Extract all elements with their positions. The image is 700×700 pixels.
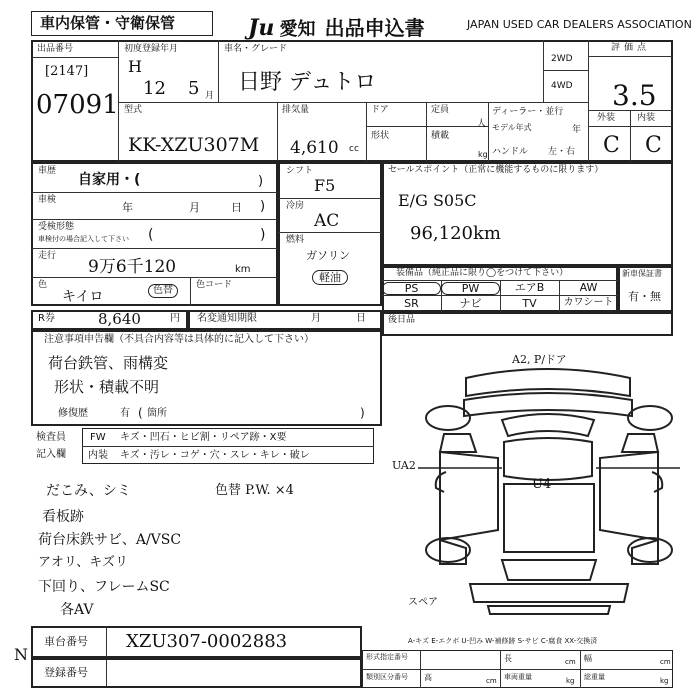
displacement-label: 排気量 bbox=[282, 105, 310, 115]
inspector-label-2: 記入欄 bbox=[36, 449, 66, 460]
diagram-top-note: A2, P/ドア bbox=[512, 353, 567, 366]
acceptance-note: 車検付の場合記入して下さい bbox=[38, 235, 129, 243]
notes-line1: 荷台鉄管、雨構変 bbox=[48, 354, 169, 372]
chassis-label: 車台番号 bbox=[44, 635, 88, 648]
damage-legend: A-キズ E-エクボ U-凹み W-補修跡 S-サビ C-腐食 XX-交換済 bbox=[408, 637, 598, 645]
color-value: キイロ bbox=[62, 289, 104, 305]
sales-point-line2: 96,120km bbox=[410, 223, 501, 244]
shift-value: F5 bbox=[314, 176, 336, 195]
acceptance-label: 受検形態 bbox=[38, 222, 75, 232]
meter-label: 名変通知期限 bbox=[197, 313, 257, 324]
equip-ps: PS bbox=[382, 282, 441, 295]
mileage-label: 走行 bbox=[38, 251, 57, 261]
history-close: ) bbox=[258, 174, 264, 189]
form-title: 出品申込書 bbox=[324, 16, 425, 40]
interior-grade-label: 内装 bbox=[637, 113, 656, 123]
color-code-label: 色コード bbox=[196, 280, 233, 290]
history-label: 車歴 bbox=[38, 166, 57, 176]
equip-airbag: エアB bbox=[514, 281, 545, 294]
recycle-unit: 円 bbox=[170, 313, 180, 324]
acceptance-close: ) bbox=[260, 227, 266, 243]
ju-logo-letters: Ju bbox=[248, 15, 275, 41]
equip-tv: TV bbox=[522, 297, 537, 310]
length-label: 長 bbox=[504, 654, 512, 663]
capacity-unit: 人 bbox=[477, 119, 487, 129]
sales-point-label: セールスポイント（正常に機能するものに限ります） bbox=[388, 165, 604, 175]
length-unit: cm bbox=[565, 658, 576, 666]
shaken-month-unit: 月 bbox=[189, 201, 200, 214]
equipment-label: 装備品（純正品に限り◯をつけて下さい） bbox=[396, 268, 569, 278]
shift-label: シフト bbox=[286, 166, 314, 176]
displacement-value: 4,610 bbox=[290, 138, 339, 158]
back-block bbox=[382, 312, 673, 336]
back-label: 後日品 bbox=[388, 315, 416, 325]
warranty-options: 有・無 bbox=[628, 290, 661, 303]
fuel-gasoline: ガソリン bbox=[306, 249, 350, 262]
total-weight-unit: kg bbox=[660, 677, 669, 685]
repair-unit: 箇所 bbox=[147, 408, 167, 419]
weight-label: 車両重量 bbox=[504, 673, 532, 681]
category-label: 類別区分番号 bbox=[366, 673, 408, 681]
exterior-grade-label: 外装 bbox=[597, 113, 616, 123]
registration-label: 初度登録年月 bbox=[124, 44, 179, 54]
capacity-label: 定員 bbox=[431, 105, 450, 115]
shaken-day-unit: 日 bbox=[231, 201, 242, 214]
acceptance-open: ( bbox=[148, 227, 154, 243]
cooling-label: 冷房 bbox=[286, 201, 305, 211]
load-label: 積載 bbox=[431, 131, 450, 141]
repair-label: 修復歴 bbox=[58, 408, 88, 419]
inspector-note-1b: 色替 P.W. ×4 bbox=[215, 483, 294, 498]
total-weight-label: 総重量 bbox=[584, 673, 605, 681]
dealer-label: ディーラー・並行 bbox=[492, 107, 564, 117]
meter-month-unit: 月 bbox=[311, 313, 321, 324]
height-unit: cm bbox=[486, 677, 497, 685]
drive-4wd: 4WD bbox=[551, 81, 573, 91]
model-value: KK-XZU307M bbox=[128, 134, 260, 156]
warranty-label: 新車保証書 bbox=[622, 269, 662, 278]
displacement-unit: cc bbox=[349, 144, 359, 154]
fuel-diesel: 軽油 bbox=[312, 270, 348, 285]
diagram-spare: スペア bbox=[408, 597, 438, 608]
registration-number-label: 登録番号 bbox=[44, 666, 88, 679]
inspector-label-1: 検査員 bbox=[36, 432, 66, 443]
repair-value: 有 bbox=[120, 408, 130, 419]
cooling-value: AC bbox=[314, 211, 340, 231]
diagram-center-note: U4 bbox=[532, 477, 552, 492]
drive-2wd: 2WD bbox=[551, 54, 573, 64]
model-label: 型式 bbox=[124, 105, 143, 115]
sales-point-line1: E/G S05C bbox=[398, 191, 477, 210]
door-label: ドア bbox=[371, 105, 389, 115]
association-name: JAPAN USED CAR DEALERS ASSOCIATION bbox=[467, 18, 692, 31]
registration-month: 5 bbox=[188, 78, 200, 99]
car-name-value: 日野 デュトロ bbox=[238, 70, 377, 95]
notes-label: 注意事項申告欄（不具合内容等は具体的に記入して下さい） bbox=[44, 334, 314, 345]
shape-label: 形状 bbox=[371, 131, 390, 141]
inspector-note-4: アオリ、キズリ bbox=[38, 555, 128, 570]
load-unit: kg bbox=[478, 150, 488, 159]
inspector-exterior-tag: FW bbox=[90, 432, 106, 443]
lot-label: 出品番号 bbox=[37, 44, 74, 54]
shaken-close: ) bbox=[260, 199, 266, 214]
registration-year: 12 bbox=[143, 78, 166, 99]
inspector-note-5: 下回り、フレームSC bbox=[38, 579, 170, 595]
exterior-grade: C bbox=[603, 133, 620, 158]
notes-line2: 形状・積載不明 bbox=[54, 378, 160, 396]
color-change-label: 色替 bbox=[148, 284, 178, 298]
registration-era: H bbox=[128, 57, 142, 76]
repair-close: ) bbox=[360, 406, 365, 420]
inspector-interior-items: キズ・汚レ・コゲ・穴・スレ・キレ・破レ bbox=[120, 450, 310, 461]
width-label: 幅 bbox=[584, 654, 592, 663]
mileage-value: 9万6千120 bbox=[88, 257, 177, 277]
inspector-interior-tag: 内装 bbox=[88, 450, 108, 461]
chassis-value: XZU307-0002883 bbox=[126, 631, 288, 652]
handle-options: 左・右 bbox=[548, 147, 576, 157]
width-unit: cm bbox=[660, 658, 671, 666]
equip-aw: AW bbox=[579, 281, 598, 294]
lot-sub-number: [2147] bbox=[45, 64, 89, 79]
weight-unit: kg bbox=[566, 677, 575, 685]
color-label: 色 bbox=[38, 280, 48, 290]
diagram-left-note: UA2 bbox=[392, 459, 416, 472]
handle-label: ハンドル bbox=[492, 147, 529, 157]
fuel-label: 燃料 bbox=[286, 235, 305, 245]
lot-number: 07091 bbox=[36, 90, 119, 120]
model-year-unit: 年 bbox=[572, 125, 582, 135]
equip-leather: カワシート bbox=[563, 297, 614, 308]
shaken-label: 車検 bbox=[38, 195, 57, 205]
model-year-label: モデル年式 bbox=[492, 123, 532, 132]
shape-designation-label: 形式指定番号 bbox=[366, 653, 408, 661]
registration-month-unit: 月 bbox=[205, 91, 215, 101]
sales-point-block bbox=[382, 162, 673, 266]
history-value: 自家用・( bbox=[78, 172, 141, 188]
meter-day-unit: 日 bbox=[356, 313, 366, 324]
equip-sr: SR bbox=[404, 297, 419, 310]
evaluation-label: 評価点 bbox=[611, 43, 651, 53]
ju-logo-region: 愛知 bbox=[279, 19, 316, 40]
recycle-label: R券 bbox=[38, 313, 55, 324]
interior-grade: C bbox=[645, 133, 662, 158]
corner-mark: N bbox=[14, 645, 28, 664]
inspector-note-1: だこみ、シミ bbox=[46, 483, 131, 499]
equip-pw: PW bbox=[441, 282, 500, 295]
car-damage-diagram bbox=[418, 352, 680, 634]
car-name-label: 車名・グレード bbox=[224, 44, 288, 54]
ju-logo bbox=[248, 12, 425, 41]
mileage-unit: km bbox=[235, 264, 251, 275]
inspector-note-6: 各AV bbox=[60, 602, 94, 618]
height-label: 高 bbox=[424, 673, 432, 682]
inspector-note-3: 荷台床鉄サビ、A/VSC bbox=[38, 532, 182, 548]
shaken-year-unit: 年 bbox=[122, 201, 133, 214]
equip-navi: ナビ bbox=[459, 297, 482, 310]
doc-type-text: 車内保管・守衛保管 bbox=[40, 14, 176, 32]
inspector-note-2: 看板跡 bbox=[42, 509, 84, 525]
inspector-exterior-items: キズ・凹石・ヒビ割・リペア跡・X要 bbox=[120, 432, 287, 443]
evaluation-score: 3.5 bbox=[612, 79, 657, 112]
repair-open: ( bbox=[138, 406, 143, 420]
recycle-value: 8,640 bbox=[98, 310, 141, 328]
